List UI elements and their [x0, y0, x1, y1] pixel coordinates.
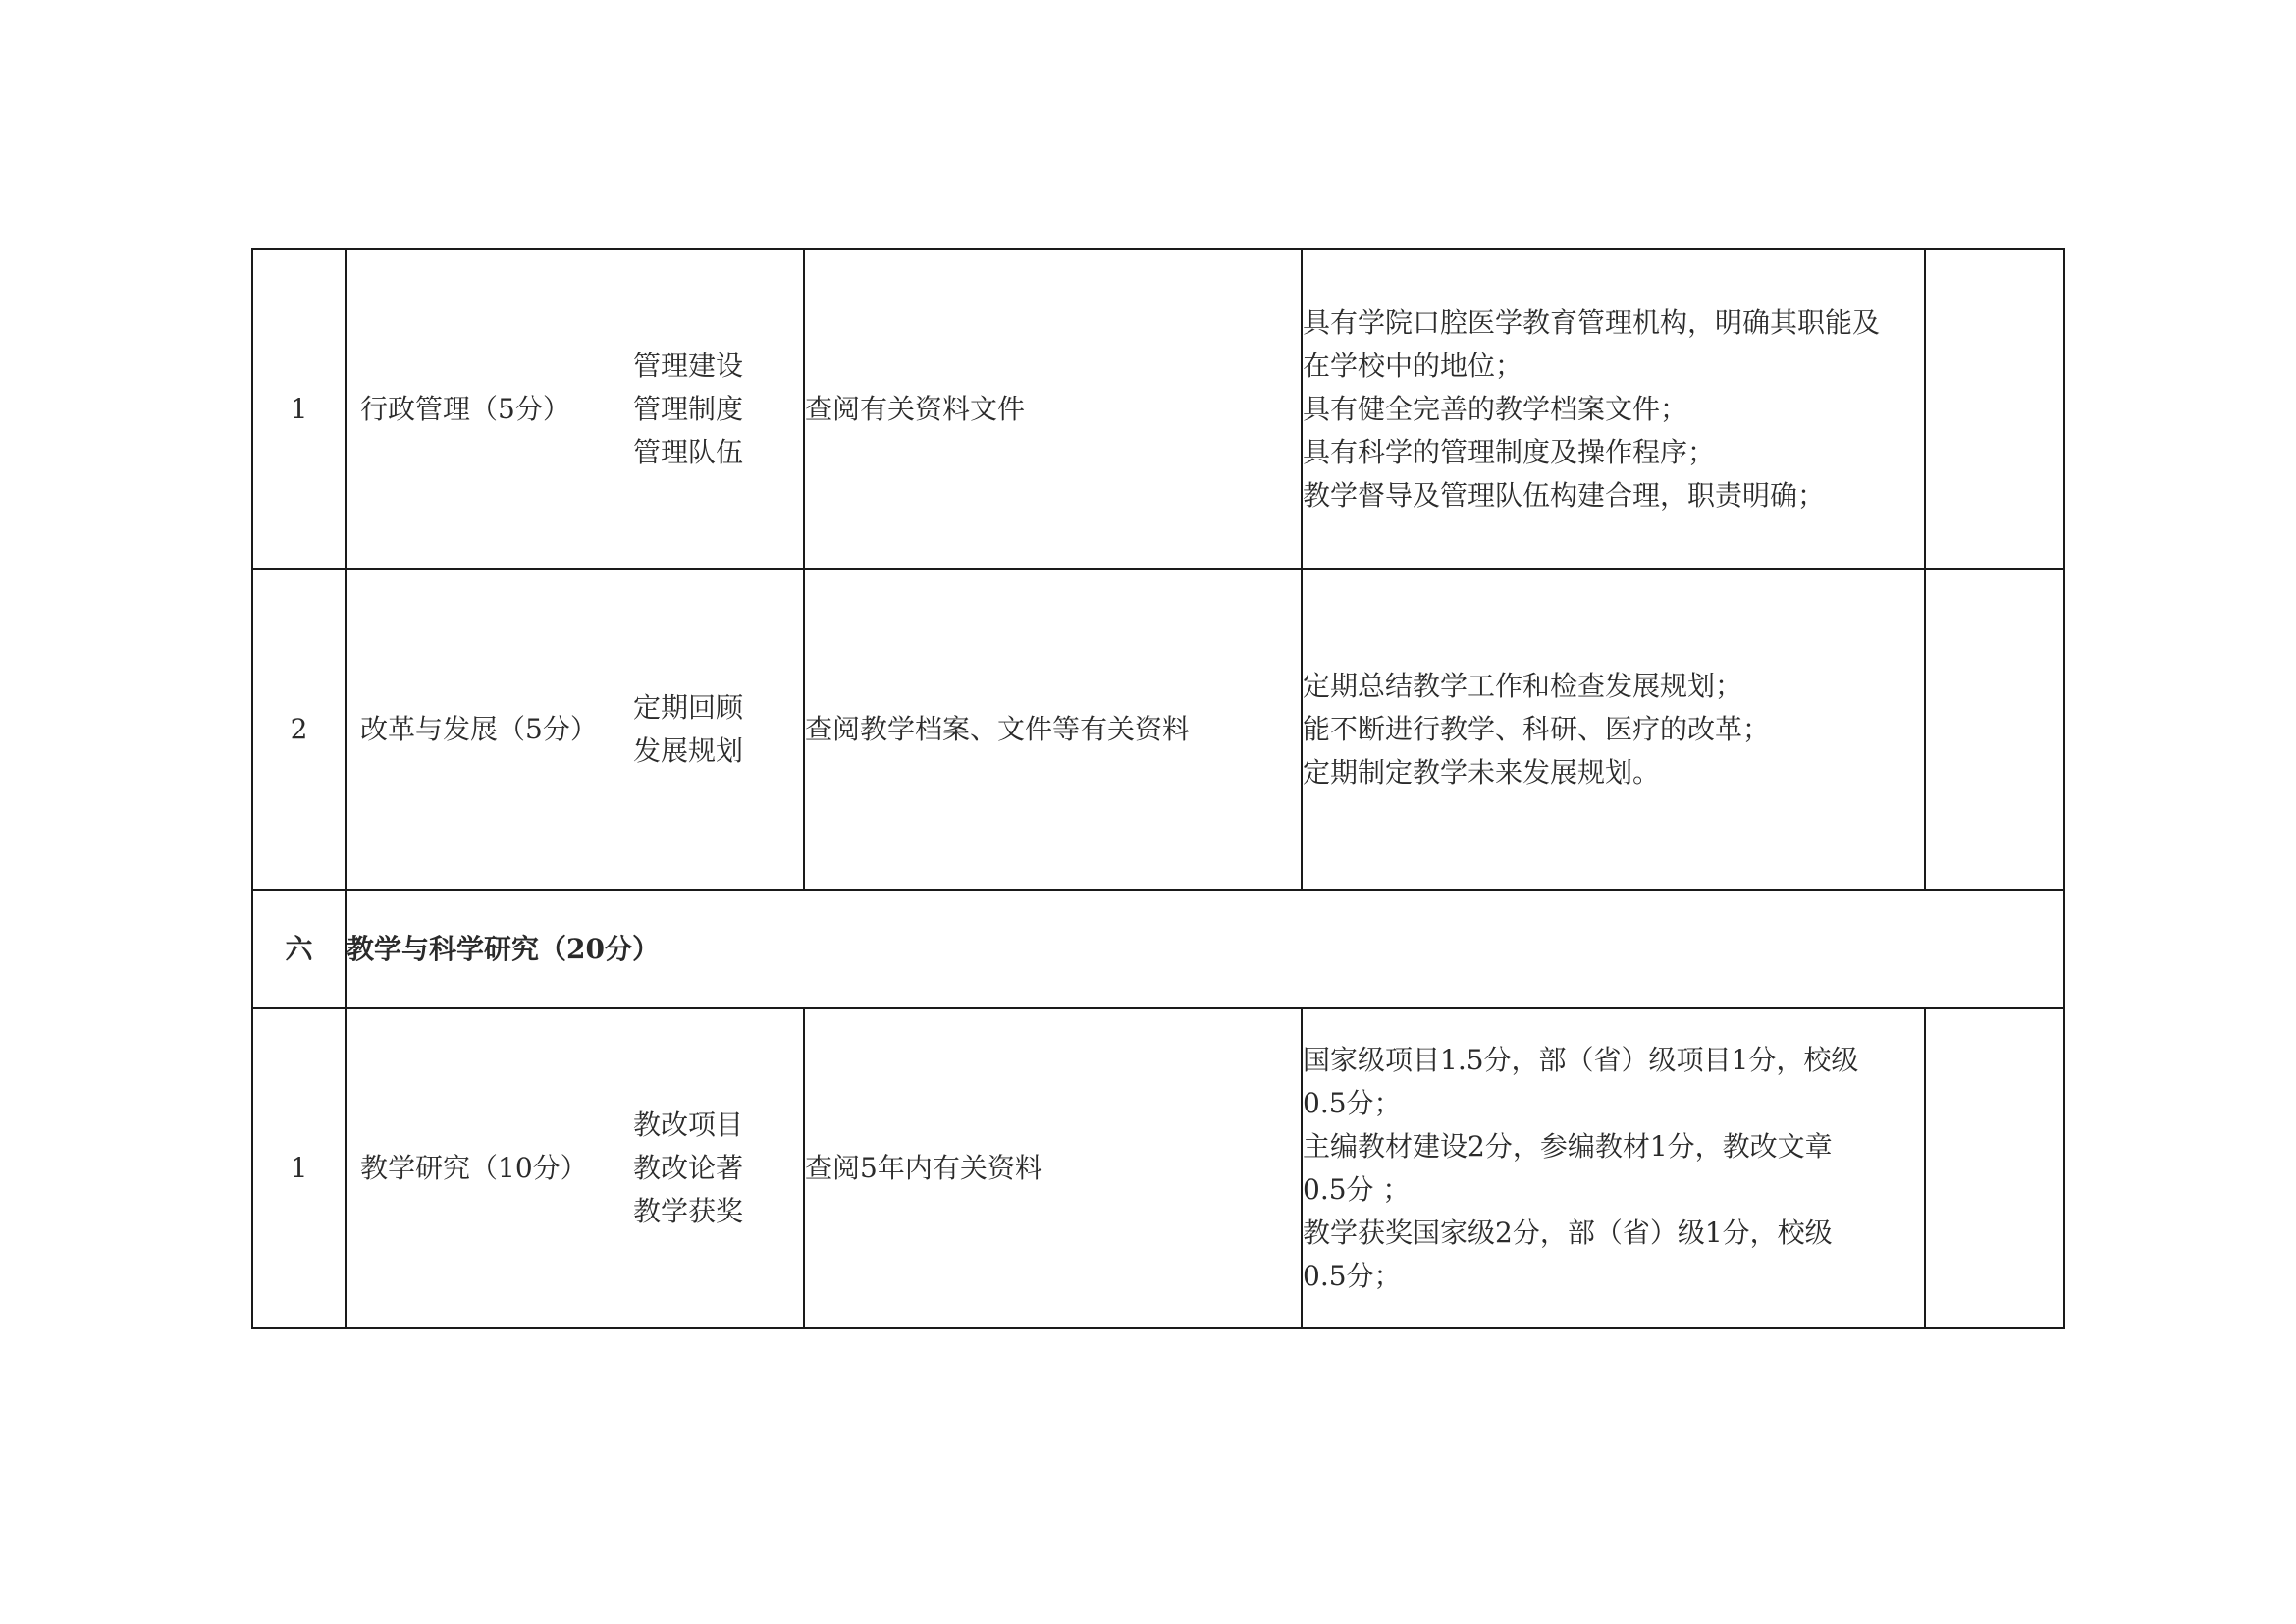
- standard-line: 具有健全完善的教学档案文件；: [1303, 393, 1688, 425]
- item-subitems: [633, 345, 789, 474]
- standard-line: 教学督导及管理队伍构建合理，职责明确；: [1303, 479, 1826, 512]
- standard-cell: [1302, 249, 1925, 569]
- standard-line: 主编教材建设2分，参编教材1分，教改文章: [1303, 1130, 1833, 1163]
- standard-line: 具有科学的管理制度及操作程序；: [1303, 436, 1716, 468]
- subitem: 管理制度: [633, 393, 744, 425]
- table-row: [252, 1008, 2064, 1328]
- item-cell: [346, 1008, 804, 1328]
- subitem: 管理队伍: [633, 436, 744, 468]
- subitem: 定期回顾: [633, 691, 744, 724]
- item-subitems: [633, 686, 789, 773]
- standard-line: 0.5分 ；: [1303, 1173, 1411, 1206]
- subitem: 发展规划: [633, 734, 744, 767]
- subitem: 管理建设: [633, 350, 744, 382]
- subitem: 教改论著: [633, 1152, 744, 1184]
- subitem: 教改项目: [633, 1109, 744, 1141]
- method-cell: 查阅5年内有关资料: [804, 1008, 1302, 1328]
- standard-line: 在学校中的地位；: [1303, 350, 1523, 382]
- item-name: 行政管理（5分）: [360, 393, 570, 425]
- row-number-cell: 1: [252, 249, 346, 569]
- standard-line: 国家级项目1.5分，部（省）级项目1分，校级: [1303, 1044, 1859, 1076]
- standard-line: 定期制定教学未来发展规划。: [1303, 756, 1661, 788]
- section-number: 六: [252, 890, 346, 1008]
- subitem: 教学获奖: [633, 1195, 744, 1227]
- table-row: [252, 249, 2064, 569]
- standard-line: 教学获奖国家级2分，部（省）级1分，校级: [1303, 1217, 1833, 1249]
- row-number-cell: 2: [252, 569, 346, 890]
- standard-line: 0.5分；: [1303, 1260, 1402, 1292]
- standard-cell: [1302, 569, 1925, 890]
- item-cell: [346, 569, 804, 890]
- item-cell: [346, 249, 804, 569]
- standard-line: 具有学院口腔医学教育管理机构，明确其职能及: [1303, 306, 1881, 339]
- standard-cell: [1302, 1008, 1925, 1328]
- standard-line: 能不断进行教学、科研、医疗的改革；: [1303, 713, 1771, 745]
- method-cell: 查阅教学档案、文件等有关资料: [804, 569, 1302, 890]
- row-number-cell: 1: [252, 1008, 346, 1328]
- method-cell: 查阅有关资料文件: [804, 249, 1302, 569]
- evaluation-table: [251, 248, 2065, 1329]
- score-cell[interactable]: [1925, 249, 2064, 569]
- section-title: 教学与科学研究（20分）: [346, 890, 2064, 1008]
- section-row: [252, 890, 2064, 1008]
- score-cell[interactable]: [1925, 1008, 2064, 1328]
- item-name: 教学研究（10分）: [360, 1152, 588, 1184]
- table-row: [252, 569, 2064, 890]
- standard-line: 0.5分；: [1303, 1087, 1402, 1119]
- score-cell[interactable]: [1925, 569, 2064, 890]
- item-subitems: [633, 1104, 789, 1233]
- standard-line: 定期总结教学工作和检查发展规划；: [1303, 670, 1743, 702]
- item-name: 改革与发展（5分）: [360, 713, 598, 745]
